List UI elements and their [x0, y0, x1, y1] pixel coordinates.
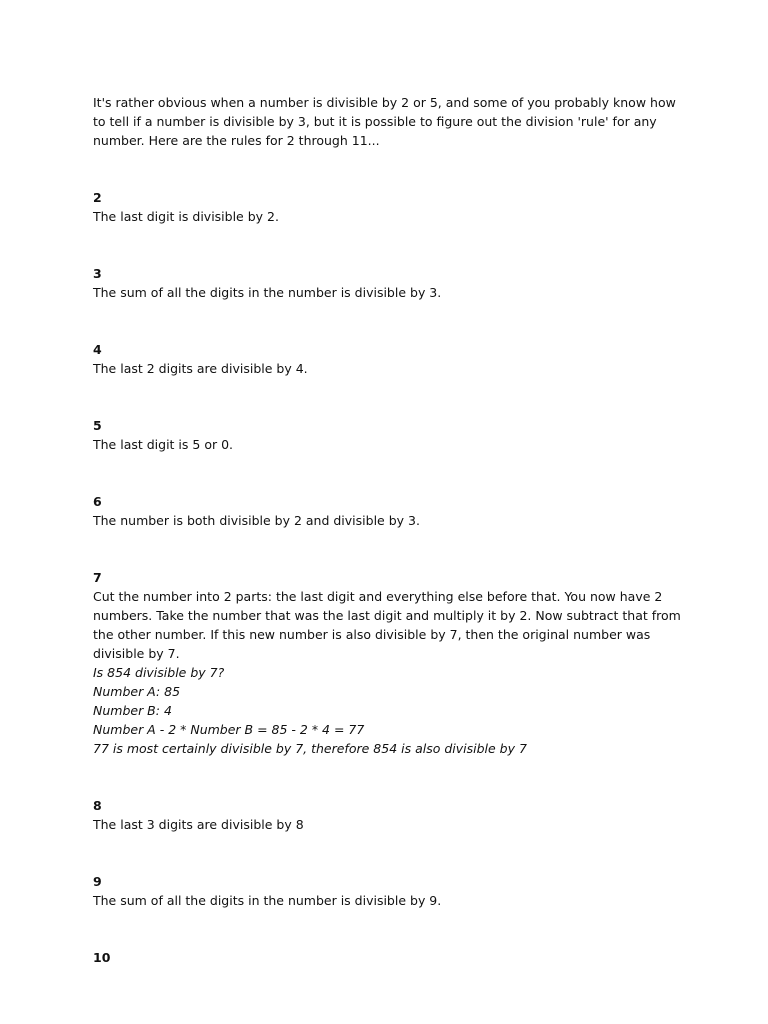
rule-text: The last digit is divisible by 2. — [93, 209, 279, 224]
example-line: Is 854 divisible by 7? — [93, 665, 225, 680]
rule-text: The sum of all the digits in the number is divisible by 9. — [93, 893, 442, 908]
rule-8 — [93, 796, 683, 834]
example-line: Number A: 85 — [93, 684, 181, 699]
rule-number: 9 — [93, 874, 102, 889]
rule-number: 10 — [93, 950, 111, 965]
rule-5 — [93, 416, 683, 454]
spacer — [93, 530, 683, 568]
rule-number: 5 — [93, 418, 102, 433]
intro-paragraph: It's rather obvious when a number is divisible by 2 or 5, and some of you probably know how to tell if a number is divisible by 3, but it is possible to figure out the division 'rule' for any number. Here are the rules for 2 through 11... — [93, 95, 676, 148]
spacer — [93, 302, 683, 340]
rule-6 — [93, 492, 683, 530]
rule-4 — [93, 340, 683, 378]
document-page — [93, 93, 683, 967]
spacer — [93, 910, 683, 948]
rule-number: 3 — [93, 266, 102, 281]
rule-text: The sum of all the digits in the number is divisible by 3. — [93, 285, 442, 300]
spacer — [93, 226, 683, 264]
example-line: Number A - 2 * Number B = 85 - 2 * 4 = 77 — [93, 722, 365, 737]
rule-number: 2 — [93, 190, 102, 205]
spacer — [93, 454, 683, 492]
spacer — [93, 758, 683, 796]
rule-9 — [93, 872, 683, 910]
rule-number: 7 — [93, 570, 102, 585]
spacer — [93, 150, 683, 188]
rule-text: The last 3 digits are divisible by 8 — [93, 817, 304, 832]
rule-7 — [93, 568, 683, 758]
spacer — [93, 834, 683, 872]
example-line: 77 is most certainly divisible by 7, therefore 854 is also divisible by 7 — [93, 741, 527, 756]
rule-10 — [93, 948, 683, 967]
example-line: Number B: 4 — [93, 703, 172, 718]
rule-2 — [93, 188, 683, 226]
rule-number: 4 — [93, 342, 102, 357]
rule-text: The number is both divisible by 2 and divisible by 3. — [93, 513, 420, 528]
rule-number: 8 — [93, 798, 102, 813]
rule-text: Cut the number into 2 parts: the last digit and everything else before that. You now have 2 numbers. Take the number that was the last digit and multiply it by 2. Now subtract that from the other number. If this new number is also divisible by 7, then the original number was divisible by 7. — [93, 589, 681, 661]
rule-3 — [93, 264, 683, 302]
rule-text: The last 2 digits are divisible by 4. — [93, 361, 308, 376]
rule-number: 6 — [93, 494, 102, 509]
spacer — [93, 378, 683, 416]
rule-text: The last digit is 5 or 0. — [93, 437, 234, 452]
